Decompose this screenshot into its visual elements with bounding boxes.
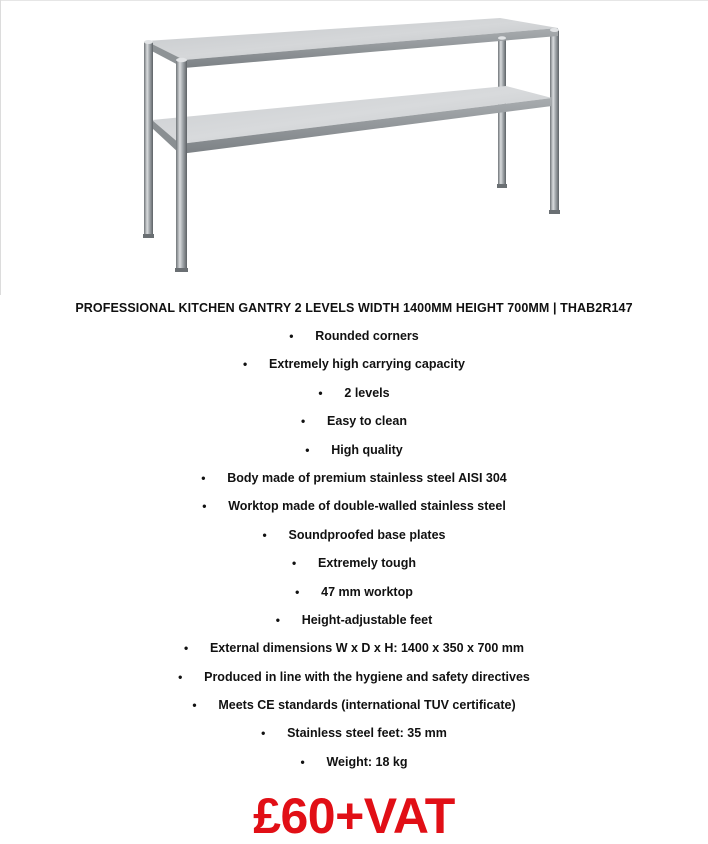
- feature-item: [0, 412, 708, 440]
- feature-text: Weight: 18 kg: [326, 754, 408, 769]
- feature-item: [0, 441, 708, 469]
- back-left-leg: [144, 42, 153, 236]
- bullet-icon: •: [292, 556, 297, 571]
- price-label: £60+VAT: [253, 788, 455, 844]
- feature-text: Extremely high carrying capacity: [269, 357, 465, 372]
- front-left-leg: [176, 60, 187, 270]
- product-title: PROFESSIONAL KITCHEN GANTRY 2 LEVELS WIDTH 1400MM HEIGHT 700MM | THAB2R147: [75, 301, 633, 315]
- bullet-icon: •: [305, 442, 310, 457]
- feature-item: [0, 384, 708, 412]
- bullet-icon: •: [300, 754, 305, 769]
- feature-text: Easy to clean: [327, 414, 407, 429]
- feature-item: [0, 327, 708, 355]
- bullet-icon: •: [201, 470, 206, 485]
- bullet-icon: •: [261, 726, 266, 741]
- feature-text: External dimensions W x D x H: 1400 x 350 x 700 mm: [209, 641, 525, 656]
- top-border: [0, 0, 708, 1]
- feature-text: Produced in line with the hygiene and safety directives: [204, 669, 530, 684]
- bullet-icon: •: [275, 612, 280, 627]
- bullet-icon: •: [183, 641, 189, 656]
- feature-text: Soundproofed base plates: [288, 527, 446, 542]
- bullet-icon: •: [262, 527, 267, 542]
- feature-text: Extremely tough: [318, 556, 416, 571]
- feature-text: Body made of premium stainless steel AISI 304: [227, 470, 507, 485]
- front-right-leg: [550, 30, 559, 212]
- feature-item: [0, 668, 708, 696]
- feature-text: 47 mm worktop: [321, 584, 413, 599]
- feature-item: [0, 639, 708, 667]
- bullet-icon: •: [318, 385, 323, 400]
- feature-text: Stainless steel feet: 35 mm: [287, 726, 447, 741]
- feature-text: Worktop made of double-walled stainless steel: [228, 499, 506, 514]
- feature-text: High quality: [331, 442, 403, 457]
- feature-text: 2 levels: [344, 385, 390, 400]
- feature-item: [0, 583, 708, 611]
- feature-text: Height-adjustable feet: [301, 612, 433, 627]
- feature-item: [0, 497, 708, 525]
- bullet-icon: •: [202, 499, 207, 514]
- bullet-icon: •: [289, 329, 294, 343]
- feature-item: [0, 753, 708, 781]
- feature-item: [0, 724, 708, 752]
- image-left-border: [0, 0, 1, 295]
- bullet-icon: •: [192, 698, 197, 713]
- feature-text: Rounded corners: [315, 329, 419, 343]
- bullet-icon: •: [243, 357, 248, 372]
- bullet-icon: •: [295, 584, 300, 599]
- feature-item: [0, 611, 708, 639]
- middle-shelf: [152, 86, 552, 144]
- feature-item: [0, 696, 708, 724]
- bullet-icon: •: [301, 414, 306, 429]
- feature-item: [0, 355, 708, 383]
- feature-list: [0, 327, 708, 781]
- bullet-icon: •: [178, 669, 183, 684]
- feature-item: [0, 554, 708, 582]
- feature-item: [0, 469, 708, 497]
- product-image-gantry-shelf: [122, 8, 586, 290]
- feature-text: Meets CE standards (international TUV certificate): [218, 698, 516, 713]
- feature-item: [0, 526, 708, 554]
